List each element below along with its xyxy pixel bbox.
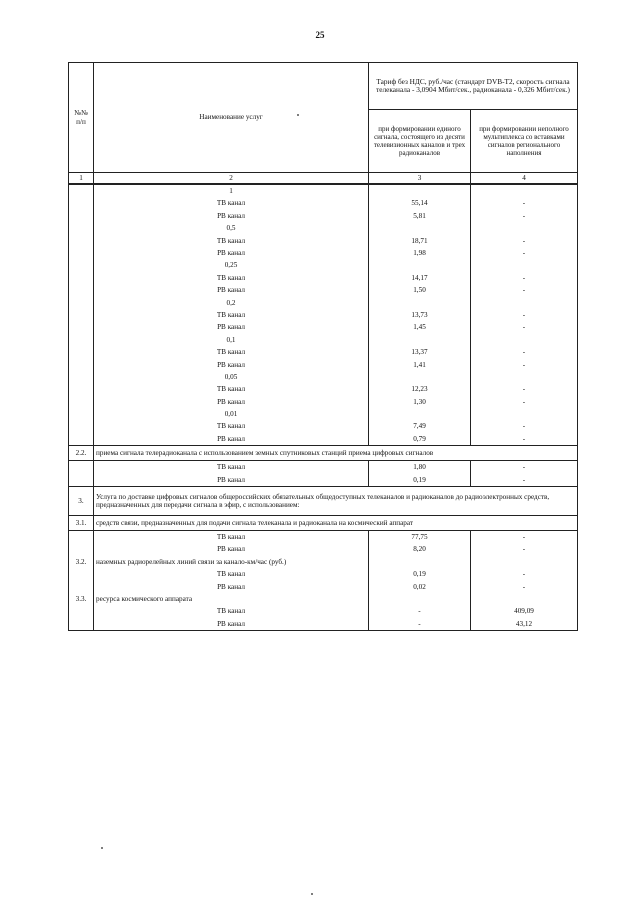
row-number-cell [69, 605, 94, 617]
row-number-cell [69, 247, 94, 259]
channel-name: ТВ канал [94, 235, 369, 247]
tariff-value-col4: - [471, 383, 578, 395]
table-row [69, 197, 578, 209]
table-row [69, 309, 578, 321]
tariff-value-col3: - [369, 618, 471, 631]
row-number-cell [69, 568, 94, 580]
channel-name: ТВ канал [94, 530, 369, 543]
row-number-cell [69, 197, 94, 209]
level-row [69, 222, 578, 234]
row-number-cell [69, 334, 94, 346]
table-row [69, 247, 578, 259]
level-row [69, 297, 578, 309]
tariff-value-col4: - [471, 235, 578, 247]
channel-name: ТВ канал [94, 461, 369, 474]
row-number-cell [69, 420, 94, 432]
tariff-value-col3: 18,71 [369, 235, 471, 247]
row-number-cell [69, 618, 94, 631]
tariff-value-col3: 1,41 [369, 358, 471, 370]
channel-name: РВ канал [94, 210, 369, 222]
row-number-cell [69, 543, 94, 555]
row-number-cell [69, 530, 94, 543]
tariff-value-col3: 13,37 [369, 346, 471, 358]
tariff-value-col4: - [471, 530, 578, 543]
channel-name: РВ канал [94, 358, 369, 370]
table-row [69, 530, 578, 543]
level-row [69, 259, 578, 271]
section-description: приема сигнала телерадиоканала с использованием земных спутниковых станций приема цифровых сигналов [94, 446, 578, 461]
row-number-cell [69, 581, 94, 593]
channel-name: РВ канал [94, 247, 369, 259]
channel-name: РВ канал [94, 396, 369, 408]
channel-name: ТВ канал [94, 197, 369, 209]
table-row [69, 272, 578, 284]
scan-speck [311, 893, 313, 895]
tariff-value-col4: 43,12 [471, 618, 578, 631]
tariff-value-col4: - [471, 321, 578, 333]
row-number-cell [69, 474, 94, 487]
channel-name: РВ канал [94, 618, 369, 631]
table-row [69, 461, 578, 474]
channel-name: ТВ канал [94, 420, 369, 432]
empty-cell [471, 259, 578, 271]
empty-cell [471, 222, 578, 234]
row-number-cell [69, 371, 94, 383]
tariff-value-col3: 0,19 [369, 568, 471, 580]
empty-cell [369, 593, 471, 605]
table-row [69, 383, 578, 395]
tariff-table [68, 62, 578, 631]
power-level: 0,05 [94, 371, 369, 383]
empty-cell [471, 297, 578, 309]
row-number-cell [69, 272, 94, 284]
table-row [69, 605, 578, 617]
col-service-header: Наименование услуг [94, 63, 369, 173]
tariff-value-col4: - [471, 210, 578, 222]
tariff-value-col3: 1,30 [369, 396, 471, 408]
row-number-cell [69, 383, 94, 395]
power-level: 0,5 [94, 222, 369, 234]
tariff-value-col3: 12,23 [369, 383, 471, 395]
channel-name: РВ канал [94, 543, 369, 555]
power-level: 0,2 [94, 297, 369, 309]
table-row [69, 235, 578, 247]
empty-cell [471, 334, 578, 346]
tariff-value-col4: - [471, 197, 578, 209]
table-row [69, 618, 578, 631]
tariff-value-col4: - [471, 581, 578, 593]
empty-cell [471, 371, 578, 383]
tariff-value-col3: 13,73 [369, 309, 471, 321]
section-description: ресурса космического аппарата [94, 593, 369, 605]
row-number-cell [69, 321, 94, 333]
section-description: средств связи, предназначенных для подачи сигнала телеканала и радиоканала на космический аппарат [94, 515, 578, 530]
table-row [69, 396, 578, 408]
row-number-cell [69, 461, 94, 474]
column-number-row [69, 173, 578, 185]
row-number-cell [69, 284, 94, 296]
empty-cell [369, 556, 471, 568]
channel-name: ТВ канал [94, 309, 369, 321]
row-number-cell [69, 358, 94, 370]
table-row [69, 358, 578, 370]
tariff-value-col4: - [471, 272, 578, 284]
section-description: Услуга по доставке цифровых сигналов общероссийских обязательных общедоступных телеканалов и радиоканалов до радиоэлектронных средств, предназначенных для передачи сигнала в эфир, с использованием: [94, 486, 578, 515]
tariff-value-col3: 1,98 [369, 247, 471, 259]
channel-name: РВ канал [94, 284, 369, 296]
col3-header: при формировании единого сигнала, состоящего из десяти телевизионных каналов и трех радиоканалов [369, 110, 471, 173]
col-no-header: №№ п/п [69, 63, 94, 173]
level-row [69, 408, 578, 420]
tariff-value-col3: 0,19 [369, 474, 471, 487]
empty-cell [369, 371, 471, 383]
power-level: 0,01 [94, 408, 369, 420]
section-number: 3. [69, 486, 94, 515]
tariff-value-col3: 1,50 [369, 284, 471, 296]
level-row [69, 184, 578, 197]
channel-name: РВ канал [94, 321, 369, 333]
table-row [69, 284, 578, 296]
row-number-cell [69, 222, 94, 234]
row-number-cell [69, 346, 94, 358]
row-number-cell [69, 408, 94, 420]
tariff-value-col3: 14,17 [369, 272, 471, 284]
row-number-cell [69, 297, 94, 309]
section-number: 2.2. [69, 446, 94, 461]
tariff-value-col3: 5,81 [369, 210, 471, 222]
tariff-value-col3: 77,75 [369, 530, 471, 543]
empty-cell [369, 222, 471, 234]
channel-name: РВ канал [94, 581, 369, 593]
section-row [69, 593, 578, 605]
empty-cell [471, 593, 578, 605]
tariff-value-col4: - [471, 358, 578, 370]
column-number: 3 [369, 173, 471, 185]
section-row [69, 515, 578, 530]
tariff-value-col3: 1,80 [369, 461, 471, 474]
table-row [69, 581, 578, 593]
tariff-value-col4: - [471, 284, 578, 296]
table-row [69, 474, 578, 487]
tariff-value-col3: - [369, 605, 471, 617]
empty-cell [369, 259, 471, 271]
channel-name: ТВ канал [94, 605, 369, 617]
channel-name: ТВ канал [94, 346, 369, 358]
row-number-cell [69, 396, 94, 408]
section-row [69, 446, 578, 461]
level-row [69, 371, 578, 383]
table-row [69, 568, 578, 580]
scan-speck [297, 114, 299, 116]
empty-cell [369, 297, 471, 309]
tariff-value-col4: - [471, 461, 578, 474]
section-number: 3.2. [69, 556, 94, 568]
tariff-value-col4: - [471, 543, 578, 555]
power-level: 0,1 [94, 334, 369, 346]
channel-name: РВ канал [94, 474, 369, 487]
table-row [69, 321, 578, 333]
column-number: 2 [94, 173, 369, 185]
tariff-value-col4: - [471, 474, 578, 487]
tariff-value-col3: 8,20 [369, 543, 471, 555]
section-row [69, 556, 578, 568]
column-number: 1 [69, 173, 94, 185]
column-number: 4 [471, 173, 578, 185]
tariff-value-col4: - [471, 346, 578, 358]
section-number: 3.3. [69, 593, 94, 605]
section-description: наземных радиорелейных линий связи за канало-км/час (руб.) [94, 556, 369, 568]
tariff-value-col4: - [471, 420, 578, 432]
table-row [69, 543, 578, 555]
tariff-table-body [69, 63, 578, 631]
power-level: 0,25 [94, 259, 369, 271]
row-number-cell [69, 184, 94, 197]
empty-cell [369, 408, 471, 420]
row-number-cell [69, 210, 94, 222]
empty-cell [369, 184, 471, 197]
channel-name: РВ канал [94, 433, 369, 446]
section-row [69, 486, 578, 515]
row-number-cell [69, 433, 94, 446]
tariff-value-col4: - [471, 396, 578, 408]
channel-name: ТВ канал [94, 383, 369, 395]
row-number-cell [69, 309, 94, 321]
tariff-value-col3: 7,49 [369, 420, 471, 432]
row-number-cell [69, 259, 94, 271]
tariff-value-col4: - [471, 568, 578, 580]
tariff-value-col3: 1,45 [369, 321, 471, 333]
section-number: 3.1. [69, 515, 94, 530]
channel-name: ТВ канал [94, 272, 369, 284]
empty-cell [471, 408, 578, 420]
table-row [69, 346, 578, 358]
table-row [69, 433, 578, 446]
tariff-value-col4: - [471, 433, 578, 446]
empty-cell [471, 184, 578, 197]
tariff-value-col4: - [471, 247, 578, 259]
tariff-value-col3: 0,79 [369, 433, 471, 446]
tariff-value-col3: 0,02 [369, 581, 471, 593]
channel-name: ТВ канал [94, 568, 369, 580]
power-level: 1 [94, 184, 369, 197]
tariff-value-col4: - [471, 309, 578, 321]
page-number: 25 [315, 30, 325, 40]
empty-cell [369, 334, 471, 346]
table-row [69, 420, 578, 432]
tariff-value-col3: 55,14 [369, 197, 471, 209]
tariff-value-col4: 409,09 [471, 605, 578, 617]
scan-speck [101, 847, 103, 849]
table-row [69, 210, 578, 222]
empty-cell [471, 556, 578, 568]
tariff-header: Тариф без НДС, руб./час (стандарт DVB-T2, скорость сигнала телеканала - 3,0904 Мбит/сек., радиоканала - 0,326 Мбит/сек.) [369, 63, 578, 110]
col4-header: при формировании неполного мультиплекса со вставками сигналов регионального наполнения [471, 110, 578, 173]
level-row [69, 334, 578, 346]
row-number-cell [69, 235, 94, 247]
